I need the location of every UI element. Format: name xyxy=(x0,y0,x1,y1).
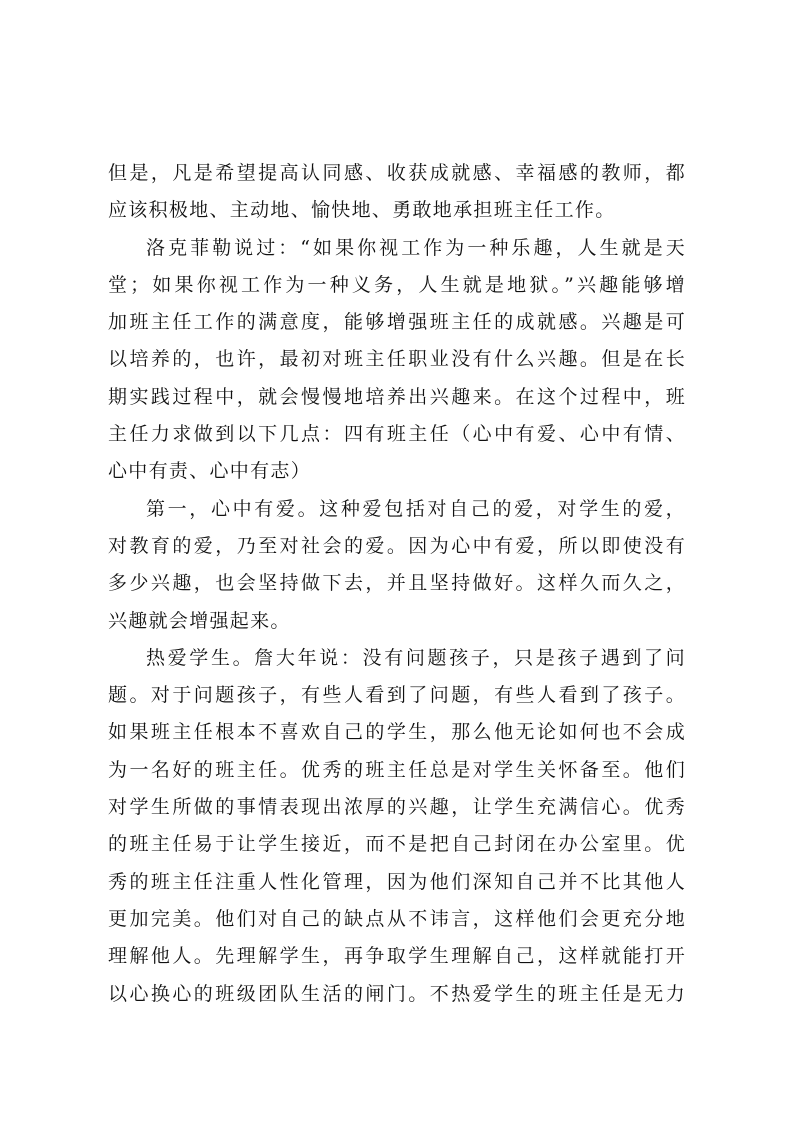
text-line: 兴趣就会增强起来。 xyxy=(108,609,291,632)
text-line: 的班主任易于让学生接近，而不是把自己封闭在办公室里。优 xyxy=(108,833,686,856)
text-line: 秀的班主任注重人性化管理，因为他们深知自己并不比其他人 xyxy=(108,870,686,893)
text-line: 更加完美。他们对自己的缺点从不讳言，这样他们会更充分地 xyxy=(108,907,686,930)
text-line: 应该积极地、主动地、愉快地、勇敢地承担班主任工作。 xyxy=(108,199,616,222)
text-line: 对学生所做的事情表现出浓厚的兴趣，让学生充满信心。优秀 xyxy=(108,796,686,819)
text-line: 以培养的，也许，最初对班主任职业没有什么兴趣。但是在长 xyxy=(108,348,686,371)
text-line: 多少兴趣，也会坚持做下去，并且坚持做好。这样久而久之， xyxy=(108,572,686,595)
text-line: 期实践过程中，就会慢慢地培养出兴趣来。在这个过程中，班 xyxy=(108,385,686,408)
paragraph-3 xyxy=(108,491,686,640)
document-body xyxy=(108,155,686,1013)
text-line: 堂；如果你视工作为一种义务，人生就是地狱。”兴趣能够增 xyxy=(108,273,686,296)
text-line: 主任力求做到以下几点：四有班主任（心中有爱、心中有情、 xyxy=(108,423,686,446)
text-line: 热爱学生。詹大年说：没有问题孩子，只是孩子遇到了问 xyxy=(146,646,686,669)
text-line: 为一名好的班主任。优秀的班主任总是对学生关怀备至。他们 xyxy=(108,758,686,781)
paragraph-2 xyxy=(108,230,686,491)
paragraph-1 xyxy=(108,155,686,230)
text-line: 心中有责、心中有志） xyxy=(108,460,312,483)
text-line: 如果班主任根本不喜欢自己的学生，那么他无论如何也不会成 xyxy=(108,721,686,744)
paragraph-4 xyxy=(108,640,686,1013)
text-line: 加班主任工作的满意度，能够增强班主任的成就感。兴趣是可 xyxy=(108,311,686,334)
text-line: 洛克菲勒说过：“如果你视工作为一种乐趣，人生就是天 xyxy=(146,236,686,259)
text-line: 理解他人。先理解学生，再争取学生理解自己，这样就能打开 xyxy=(108,945,686,968)
text-line: 对教育的爱，乃至对社会的爱。因为心中有爱，所以即使没有 xyxy=(108,534,686,557)
text-line: 第一，心中有爱。这种爱包括对自己的爱，对学生的爱， xyxy=(146,497,686,520)
text-line: 以心换心的班级团队生活的闸门。不热爱学生的班主任是无力 xyxy=(108,982,686,1005)
text-line: 题。对于问题孩子，有些人看到了问题，有些人看到了孩子。 xyxy=(108,684,686,707)
text-line: 但是，凡是希望提高认同感、收获成就感、幸福感的教师，都 xyxy=(108,162,686,184)
